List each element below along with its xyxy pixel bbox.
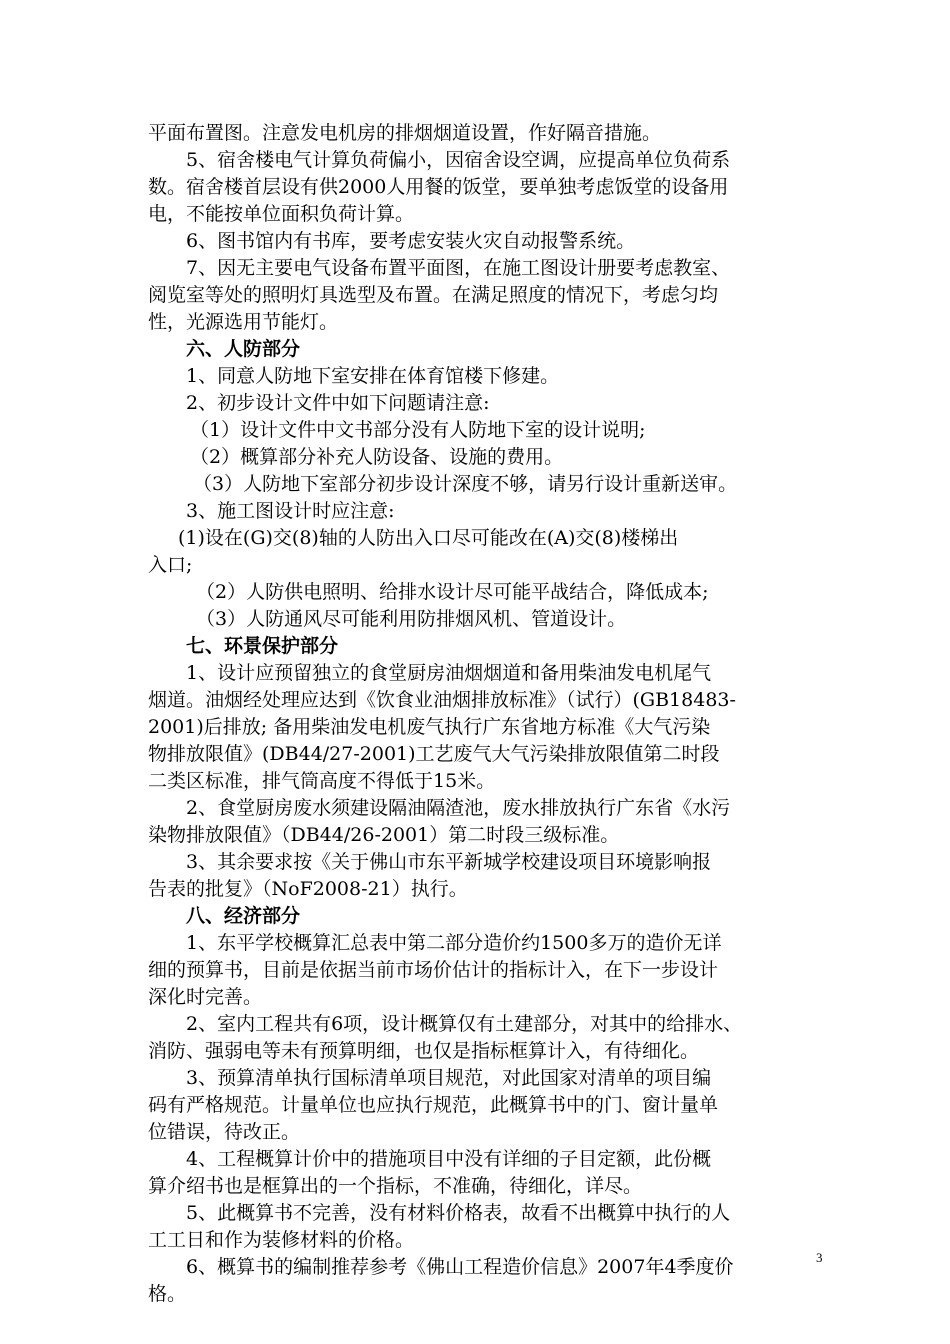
body-line: 2001)后排放; 备用柴油发电机废气执行广东省地方标准《大气污染 (148, 716, 711, 738)
list-item: 7、因无主要电气设备布置平面图，在施工图设计册要考虑教室、 (186, 257, 731, 279)
sub-list-item: （2）人防供电照明、给排水设计尽可能平战结合，降低成本; (196, 581, 709, 603)
body-line: 二类区标准，排气筒高度不得低于15米。 (148, 770, 496, 792)
body-line: 格。 (148, 1283, 187, 1305)
document-body (148, 120, 828, 1308)
list-item: 1、东平学校概算汇总表中第二部分造价约1500多万的造价无详 (186, 932, 722, 954)
body-line: 工工日和作为装修材料的价格。 (148, 1229, 415, 1251)
section-heading: 八、经济部分 (186, 905, 301, 927)
section-heading: 六、人防部分 (186, 338, 301, 360)
body-line: 阅览室等处的照明灯具选型及布置。在满足照度的情况下，考虑匀均 (148, 284, 719, 306)
list-item: 3、预算清单执行国标清单项目规范，对此国家对清单的项目编 (186, 1067, 712, 1089)
body-line: 物排放限值》(DB44/27-2001)工艺废气大气污染排放限值第二时段 (148, 743, 720, 765)
sub-list-item: （2）概算部分补充人防设备、设施的费用。 (190, 446, 564, 468)
list-item: 1、同意人防地下室安排在体育馆楼下修建。 (186, 365, 560, 387)
list-item: 5、此概算书不完善，没有材料价格表，故看不出概算中执行的人 (186, 1202, 731, 1224)
list-item: 2、室内工程共有6项，设计概算仅有土建部分，对其中的给排水、 (186, 1013, 743, 1035)
page-number: 3 (816, 1250, 823, 1265)
body-line: 位错误，待改正。 (148, 1121, 301, 1143)
section-heading: 七、环景保护部分 (186, 635, 339, 657)
list-item: 4、工程概算计价中的措施项目中没有详细的子目定额，此份概 (186, 1148, 712, 1170)
sub-list-item: （3）人防地下室部分初步设计深度不够，请另行设计重新送审。 (193, 473, 738, 495)
body-line: 消防、强弱电等未有预算明细，也仅是指标框算计入，有待细化。 (148, 1040, 700, 1062)
list-item: 2、食堂厨房废水须建设隔油隔渣池，废水排放执行广东省《水污 (186, 797, 731, 819)
list-item: 1、设计应预留独立的食堂厨房油烟烟道和备用柴油发电机尾气 (186, 662, 712, 684)
body-line: 烟道。油烟经处理应达到《饮食业油烟排放标准》（试行）(GB18483- (148, 689, 736, 711)
list-item: 6、图书馆内有书库，要考虑安装火灾自动报警系统。 (186, 230, 636, 252)
list-item: 3、其余要求按《关于佛山市东平新城学校建设项目环境影响报 (186, 851, 712, 873)
list-item: 2、初步设计文件中如下问题请注意: (186, 392, 490, 414)
body-line: 码有严格规范。计量单位也应执行规范，此概算书中的门、窗计量单 (148, 1094, 719, 1116)
list-item: 6、概算书的编制推荐参考《佛山工程造价信息》2007年4季度价 (186, 1256, 734, 1278)
body-line: 告表的批复》（NoF2008-21）执行。 (148, 878, 468, 900)
body-line: 性，光源选用节能灯。 (148, 311, 339, 333)
body-line: 细的预算书，目前是依据当前市场价估计的指标计入，在下一步设计 (148, 959, 719, 981)
body-line: 平面布置图。注意发电机房的排烟烟道设置，作好隔音措施。 (148, 122, 662, 144)
sub-list-item: (1)设在(G)交(8)轴的人防出入口尽可能改在(A)交(8)楼梯出 (178, 527, 679, 549)
sub-list-item: （3）人防通风尽可能利用防排烟风机、管道设计。 (196, 608, 627, 630)
sub-list-item: （1）设计文件中文书部分没有人防地下室的设计说明; (190, 419, 646, 441)
list-item: 5、宿舍楼电气计算负荷偏小，因宿舍设空调，应提高单位负荷系 (186, 149, 731, 171)
list-item: 3、施工图设计时应注意: (186, 500, 395, 522)
body-line: 数。宿舍楼首层设有供2000人用餐的饭堂，要单独考虑饭堂的设备用 (148, 176, 729, 198)
body-line: 深化时完善。 (148, 986, 263, 1008)
body-line: 染物排放限值》（DB44/26-2001）第二时段三级标准。 (148, 824, 620, 846)
body-line: 算介绍书也是框算出的一个指标，不准确，待细化，详尽。 (148, 1175, 643, 1197)
body-line: 入口; (148, 554, 193, 576)
body-line: 电，不能按单位面积负荷计算。 (148, 203, 415, 225)
